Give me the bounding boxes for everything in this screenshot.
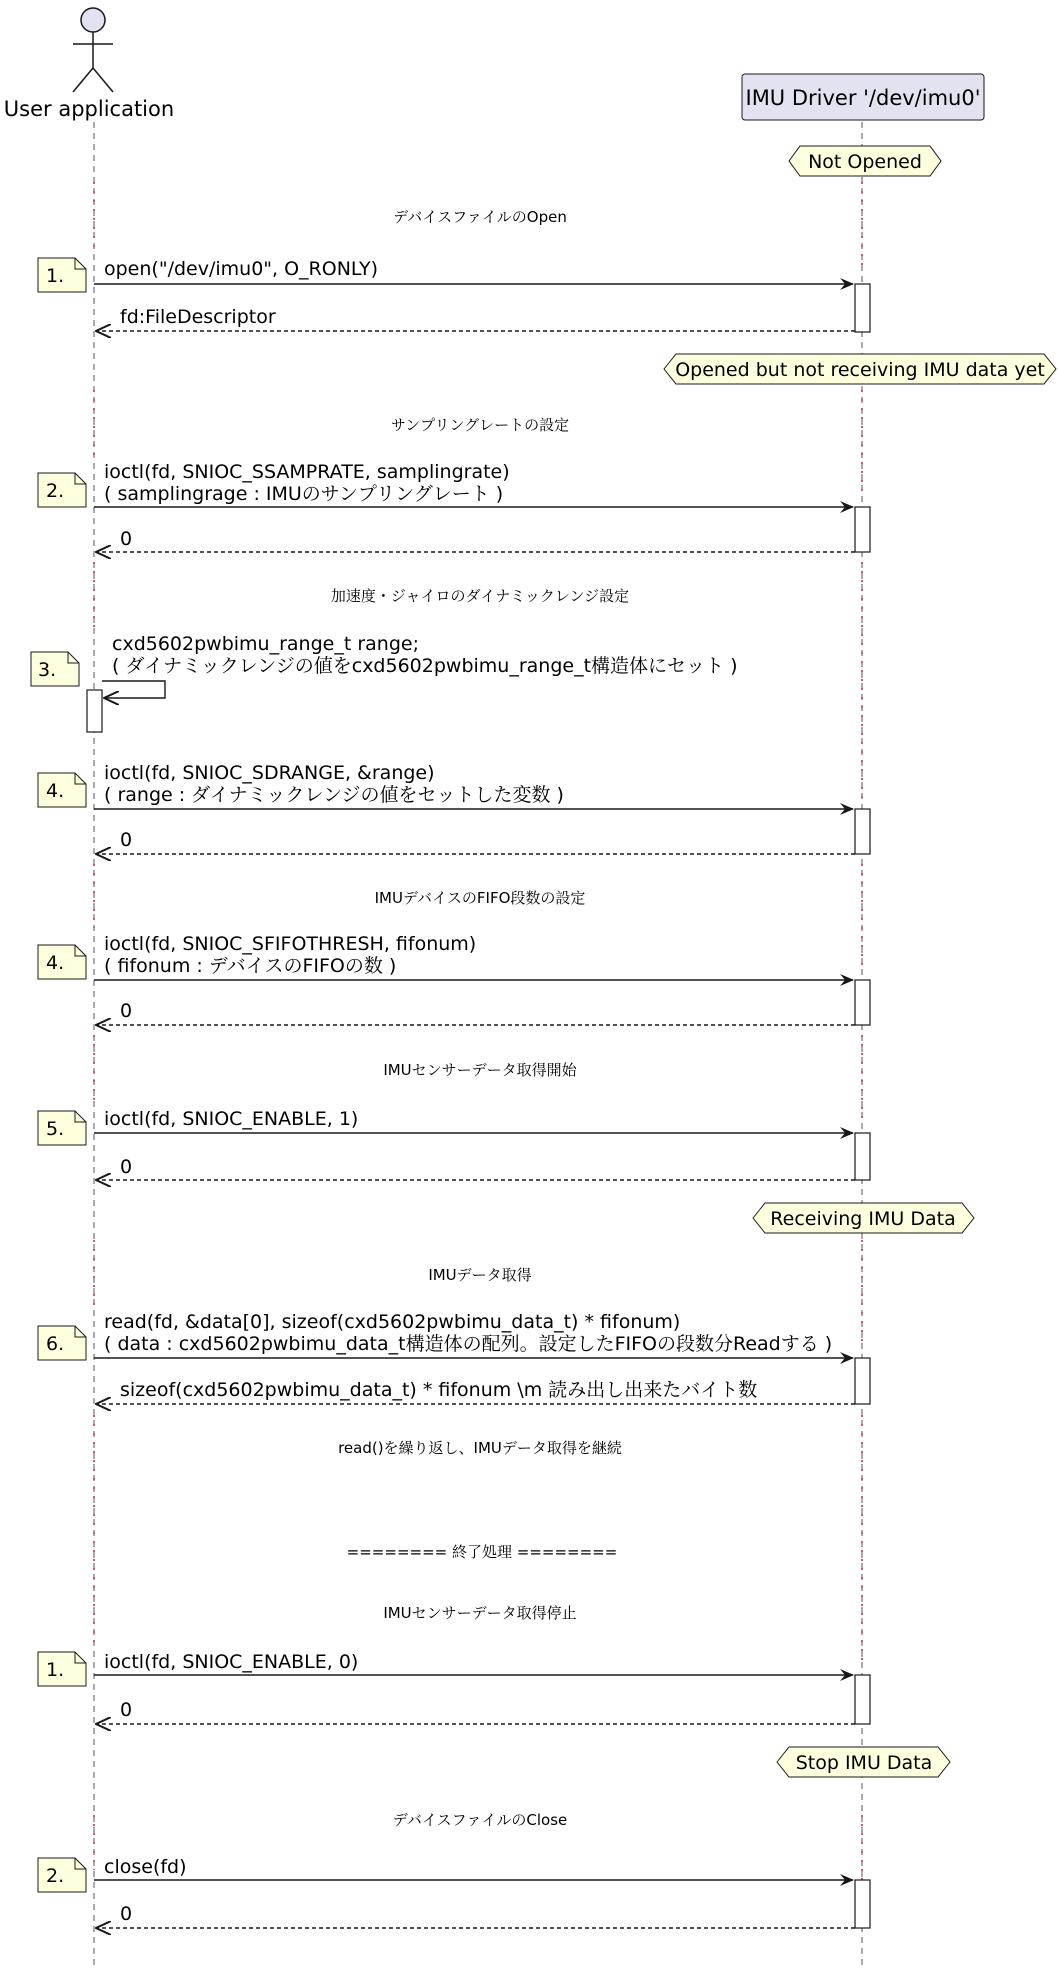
svg-text:Opened but not receiving IMU d: Opened but not receiving IMU data yet (675, 359, 1045, 381)
svg-text:open("/dev/imu0", O_RONLY): open("/dev/imu0", O_RONLY) (104, 258, 379, 280)
note-3 (31, 652, 79, 686)
svg-text:close(fd): close(fd) (104, 1856, 187, 1878)
section-fifo: IMUデバイスのFIFO段数の設定 (374, 889, 586, 907)
note-4b (38, 945, 86, 979)
return-read (96, 1379, 855, 1404)
svg-text:1.: 1. (46, 1659, 65, 1681)
svg-text:cxd5602pwbimu_range_t range;: cxd5602pwbimu_range_t range; (112, 633, 419, 655)
svg-text:0: 0 (120, 1156, 133, 1178)
svg-text:4.: 4. (46, 780, 65, 802)
return-sdrange (96, 829, 855, 854)
note-2 (38, 473, 86, 507)
svg-text:0: 0 (120, 1000, 133, 1022)
svg-text:2.: 2. (46, 480, 65, 502)
note-1 (38, 258, 86, 292)
note-4a (38, 773, 86, 807)
msg-sdrange (94, 762, 853, 809)
svg-text:ioctl(fd, SNIOC_ENABLE, 1): ioctl(fd, SNIOC_ENABLE, 1) (104, 1108, 359, 1130)
svg-text:ioctl(fd, SNIOC_SDRANGE, &rang: ioctl(fd, SNIOC_SDRANGE, &range) (104, 762, 435, 784)
msg-fifothresh (94, 933, 853, 980)
section-stop: IMUセンサーデータ取得停止 (383, 1604, 577, 1622)
section-repeat: read()を繰り返し、IMUデータ取得を継続 (338, 1439, 622, 1457)
svg-text:( ダイナミックレンジの値をcxd5602pwbimu_ra: ( ダイナミックレンジの値をcxd5602pwbimu_range_t構造体にセット ) (112, 655, 738, 677)
svg-text:( samplingrage : IMUのサンプリングレート: ( samplingrage : IMUのサンプリングレート ) (104, 483, 504, 505)
state-stop (777, 1747, 950, 1777)
msg-range-self (102, 633, 738, 698)
user-actor (4, 8, 174, 121)
svg-text:ioctl(fd, SNIOC_SSAMPRATE, sam: ioctl(fd, SNIOC_SSAMPRATE, samplingrate) (104, 461, 510, 483)
return-samprate (96, 528, 855, 552)
return-enable-1 (96, 1156, 855, 1180)
section-rate: サンプリングレートの設定 (390, 416, 570, 434)
return-enable-0 (96, 1699, 855, 1724)
svg-text:Receiving IMU Data: Receiving IMU Data (770, 1208, 956, 1230)
svg-text:( fifonum : デバイスのFIFOの数 ): ( fifonum : デバイスのFIFOの数 ) (104, 955, 397, 977)
svg-text:( range : ダイナミックレンジの値をセットした変数: ( range : ダイナミックレンジの値をセットした変数 ) (104, 784, 564, 806)
svg-text:Stop IMU Data: Stop IMU Data (795, 1752, 933, 1774)
return-close (96, 1903, 855, 1928)
return-open (96, 306, 855, 331)
msg-enable-0 (94, 1651, 853, 1675)
note-5 (38, 1111, 86, 1145)
state-not-opened (789, 146, 941, 176)
svg-text:4.: 4. (46, 952, 65, 974)
user-activation (87, 690, 102, 732)
svg-text:read(fd, &data[0], sizeof(cxd5: read(fd, &data[0], sizeof(cxd5602pwbimu_data_t) * fifonum) (104, 1311, 681, 1333)
svg-text:1.: 1. (46, 265, 65, 287)
svg-text:0: 0 (120, 1699, 133, 1721)
state-opened-not-receiving (664, 354, 1056, 384)
svg-text:ioctl(fd, SNIOC_SFIFOTHRESH, f: ioctl(fd, SNIOC_SFIFOTHRESH, fifonum) (104, 933, 477, 955)
section-open: デバイスファイルのOpen (393, 208, 567, 226)
section-close: デバイスファイルのClose (392, 1811, 568, 1829)
svg-text:0: 0 (120, 829, 133, 851)
section-range: 加速度・ジャイロのダイナミックレンジ設定 (330, 587, 630, 605)
section-end: ======== 終了処理 ======== (346, 1543, 618, 1561)
driver-participant-label: IMU Driver '/dev/imu0' (745, 86, 981, 110)
note-8 (38, 1858, 86, 1892)
section-dividers (94, 182, 862, 1880)
user-actor-label: User application (3, 97, 175, 121)
msg-close (94, 1856, 853, 1880)
svg-text:3.: 3. (38, 659, 57, 681)
state-receiving (753, 1203, 974, 1233)
svg-text:0: 0 (120, 1903, 133, 1925)
actor-head-icon (81, 8, 105, 32)
svg-text:Not Opened: Not Opened (808, 151, 922, 173)
msg-read (94, 1311, 853, 1358)
driver-participant (742, 74, 984, 120)
msg-samprate (94, 461, 853, 507)
svg-text:2.: 2. (46, 1865, 65, 1887)
svg-text:6.: 6. (46, 1333, 65, 1355)
svg-text:ioctl(fd, SNIOC_ENABLE, 0): ioctl(fd, SNIOC_ENABLE, 0) (104, 1651, 359, 1673)
section-start: IMUセンサーデータ取得開始 (383, 1061, 577, 1079)
svg-text:0: 0 (120, 528, 133, 550)
svg-text:( data : cxd5602pwbimu_data_t構: ( data : cxd5602pwbimu_data_t構造体の配列。設定したFIFOの段数分Readする ) (104, 1333, 833, 1355)
msg-open (94, 258, 853, 284)
svg-text:fd:FileDescriptor: fd:FileDescriptor (120, 306, 276, 328)
svg-text:5.: 5. (46, 1118, 65, 1140)
note-7 (38, 1652, 86, 1686)
svg-text:sizeof(cxd5602pwbimu_data_t) *: sizeof(cxd5602pwbimu_data_t) * fifonum \m 読み出し出来たバイト数 (120, 1379, 758, 1401)
return-fifothresh (96, 1000, 855, 1025)
msg-enable-1 (94, 1108, 853, 1133)
section-read: IMUデータ取得 (428, 1266, 532, 1284)
note-6 (38, 1326, 86, 1360)
